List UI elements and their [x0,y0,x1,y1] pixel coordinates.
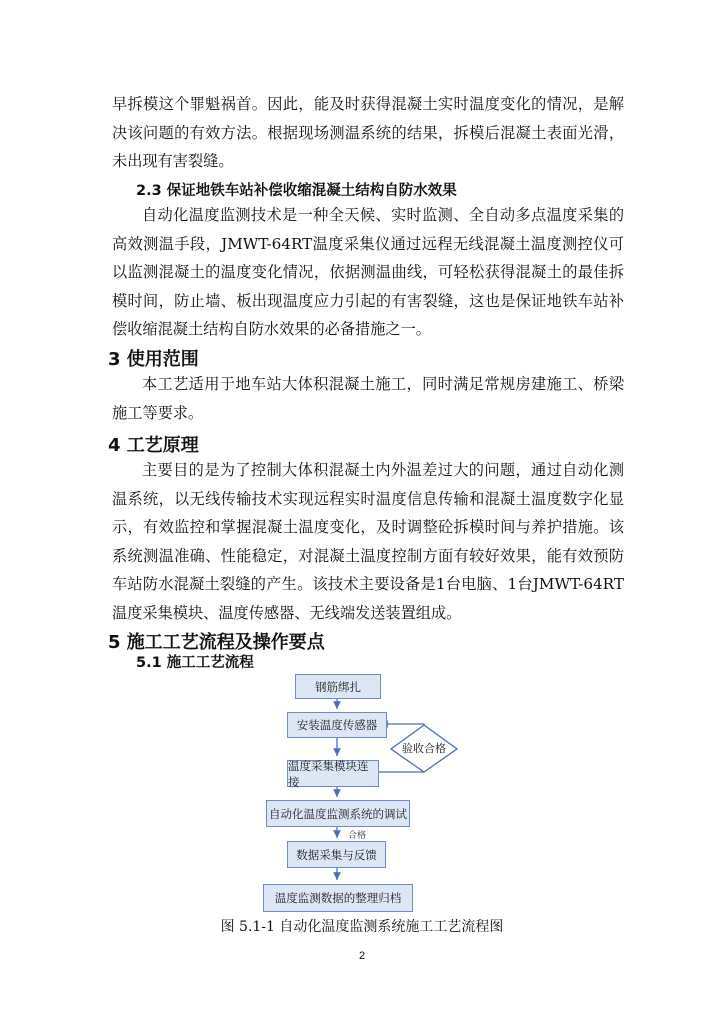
heading-4: 4 工艺原理 [108,435,199,456]
flow-step-module-connect: 温度采集模块连接 [287,760,379,787]
paragraph-4: 主要目的是为了控制大体积混凝土内外温差过大的问题，通过自动化测温系统，以无线传输技术实现远程实时温度信息传输和混凝土温度数字化显示，有效监控和掌握混凝土温度变化，及时调整砼拆模时间与养护措施。该系统测温准确、性能稳定，对混凝土温度控制方面有较好效果，能有效预防车站防水混凝土裂缝的产生。该技术主要设备是1台电脑、1台JMWT-64RT温度采集模块、温度传感器、无线端发送装置组成。 [112,461,624,622]
heading-3: 3 使用范围 [108,349,199,370]
flow-step-rebar: 钢筋绑扎 [295,674,381,699]
flow-step-system-debug: 自动化温度监测系统的调试 [266,800,410,827]
intro-paragraph: 早拆模这个罪魁祸首。因此，能及时获得混凝土实时温度变化的情况，是解决该问题的有效方法。根据现场测温系统的结果，拆模后混凝土表面光滑，未出现有害裂缝。 [112,95,624,171]
edge-label-pass: 合格 [348,831,367,841]
heading-5: 5 施工工艺流程及操作要点 [108,632,325,653]
heading-2-3: 2.3 保证地铁车站补偿收缩混凝土结构自防水效果 [136,183,457,199]
loop-connector-right [378,769,424,772]
page-number: 2 [358,950,366,962]
flow-step-install-sensor: 安装温度传感器 [287,712,387,738]
heading-5-1: 5.1 施工工艺流程 [136,655,254,671]
figure-caption: 图 5.1-1 自动化温度监测系统施工工艺流程图 [220,919,504,935]
flow-step-data-archive: 温度监测数据的整理归档 [263,884,413,912]
paragraph-2-3: 自动化温度监测技术是一种全天候、实时监测、全自动多点温度采集的高效测温手段，JMWT-64RT温度采集仪通过远程无线混凝土温度测控仪可以监测混凝土的温度变化情况，依据测温曲线，可轻松获得混凝土的最佳拆模时间，防止墙、板出现温度应力引起的有害裂缝，这也是保证地铁车站补偿收缩混凝土结构自防水效果的必备措施之一。 [112,206,624,339]
flow-step-data-feedback: 数据采集与反馈 [287,841,386,868]
paragraph-3: 本工艺适用于地车站大体积混凝土施工，同时满足常规房建施工、桥梁施工等要求。 [112,375,624,422]
decision-label: 验收合格 [402,742,446,755]
